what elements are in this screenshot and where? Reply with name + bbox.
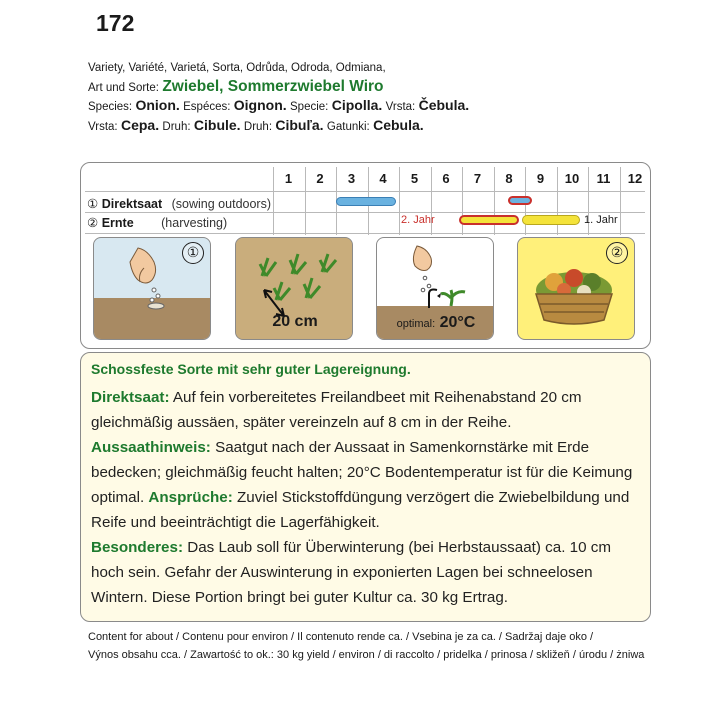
description-box (80, 352, 651, 622)
month-label: 11 (596, 171, 611, 186)
note-first-year: 1. Jahr (584, 214, 618, 226)
month-label: 12 (627, 171, 643, 186)
month-label: 2 (316, 171, 324, 186)
variety-labels: Variety, Variété, Varietá, Sorta, Odrůda, Odroda, Odmiana, (88, 62, 386, 74)
step-number-harvest: ② (606, 242, 628, 264)
sowing-bar-spring (336, 197, 396, 206)
description-headline: Schossfeste Sorte mit sehr guter Lagereignung. (91, 361, 411, 377)
variety-title-line (88, 78, 469, 98)
species-line-2: Vrsta: Cepa. Druh: Cibule. Druh: Cibuľa. Gatunki: Cebula. (88, 116, 424, 133)
calendar-row-divider (85, 233, 645, 234)
sowing-calendar (80, 162, 651, 349)
calendar-row-sowing: ① Direktsaat (sowing outdoors) (87, 197, 271, 211)
note-second-year: 2. Jahr (401, 214, 435, 226)
month-label: 9 (536, 171, 545, 186)
panel-sowing (93, 237, 211, 340)
harvest-bar-second-year (459, 215, 519, 225)
month-label: 7 (473, 171, 482, 186)
month-label: 6 (442, 171, 450, 186)
besonderes-paragraph: Besonderes: Das Laub soll für Überwinterung (bei Herbstaussaat) ca. 10 cm hoch sein. Gefahr der Auswinterung in exponierten Lagen bei schneelosen Wintern. Diese Portion bringt bei guter Kultur ca. 30 kg Ertrag. (91, 539, 611, 606)
spacing-caption: 20 cm (272, 313, 318, 330)
month-label: 3 (347, 171, 356, 186)
variety-title-prefix: Art und Sorte: (88, 81, 159, 94)
calendar-row-divider (85, 212, 645, 213)
harvest-bar-first-year (522, 215, 580, 225)
footer-line-1: Content for about / Contenu pour environ / Il contenuto rende ca. / Vsebina je za ca. / Sadržaj daje oko / (88, 631, 594, 643)
panel-germination (376, 237, 494, 340)
species-line-1: Species: Onion. Espéces: Oignon. Specie: Cipolla. Vrsta: Čebula. (88, 97, 470, 113)
variety-title: Zwiebel, Sommerzwiebel Wiro (162, 77, 384, 95)
footer-line-2: Výnos obsahu cca. / Zawartość to ok.: 30 kg yield / environ / di raccolto / pridelka / prinosa / skližeň / úrodu / żniwa (88, 648, 645, 661)
temperature-caption: optimal: 20°C (396, 314, 476, 331)
calendar-row-divider (85, 191, 645, 192)
page-number: 172 (96, 10, 135, 36)
month-label: 1 (284, 171, 293, 186)
step-number-sowing: ① (182, 242, 204, 264)
variety-header (88, 60, 469, 136)
month-label: 10 (564, 171, 580, 186)
direktsaat-paragraph: Direktsaat: Auf fein vorbereitetes Freilandbeet mit Reihenabstand 20 cm gleichmäßig aussäen, später vereinzeln auf 8 cm in der Reihe. (91, 389, 582, 431)
panel-spacing (235, 237, 353, 340)
month-label: 8 (505, 171, 513, 186)
content-footer (88, 629, 644, 664)
calendar-row-harvest: ② Ernte (harvesting) (87, 216, 228, 230)
month-label: 4 (379, 171, 387, 186)
month-label: 5 (410, 171, 419, 186)
panel-harvest (517, 237, 635, 340)
aussaat-paragraph: Aussaathinweis: Saatgut nach der Aussaat in Samenkornstärke mit Erde bedecken; gleichmäßig feucht halten; 20°C Bodentemperatur ist für die Keimung optimal. Ansprüche: Zuviel Stickstoffdüngung verzögert die Zwiebelbildung und Reife und beeinträchtigt die Lagerfähigkeit. (91, 439, 633, 531)
sowing-bar-autumn (508, 196, 532, 205)
